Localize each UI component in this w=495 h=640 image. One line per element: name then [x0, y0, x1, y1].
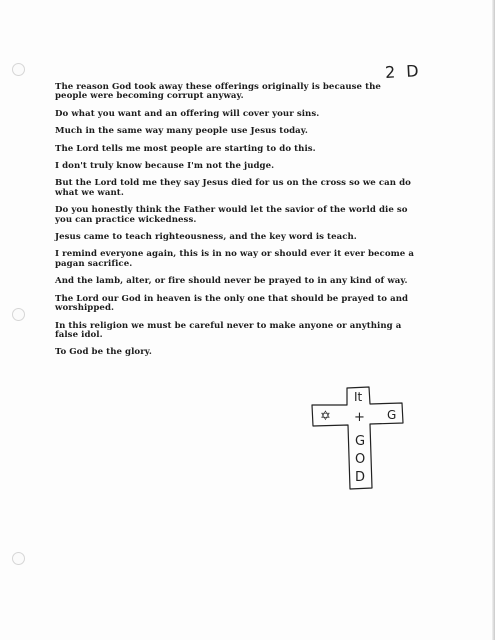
- body-text: [55, 83, 415, 366]
- paragraph: Do what you want and an offering will cover your sins.: [55, 108, 320, 119]
- cross-top-text: It: [354, 390, 363, 404]
- binder-hole-middle: [12, 308, 25, 321]
- cross-drawing: [309, 385, 409, 490]
- paragraph: The Lord tells me most people are starting to do this.: [55, 143, 316, 154]
- paragraph: I don't truly know because I'm not the judge.: [55, 161, 275, 172]
- paragraph: The reason God took away these offerings originally is because the people were becoming corrupt anyway.: [55, 82, 381, 102]
- cross-god-g: G: [355, 434, 366, 449]
- cross-god-d: D: [355, 470, 366, 485]
- binder-hole-top: [12, 63, 25, 76]
- paragraph: The Lord our God in heaven is the only one that should be prayed to and worshipped.: [55, 293, 409, 314]
- binder-hole-bottom: [12, 552, 25, 565]
- paragraph: Jesus came to teach righteousness, and the key word is teach.: [55, 232, 357, 243]
- paragraph: I remind everyone again, this is in no way or should ever it ever become a pagan sacrifice.: [55, 249, 414, 269]
- paragraph: Do you honestly think the Father would let the savior of the world die so you can practice wickedness.: [55, 205, 408, 225]
- paragraph: Much in the same way many people use Jesus today.: [55, 126, 308, 137]
- star-of-david-icon: ✡: [320, 409, 331, 424]
- paragraph: To God be the glory.: [55, 347, 152, 358]
- paragraph: And the lamb, alter, or fire should never be prayed to in any kind of way.: [55, 276, 408, 287]
- hand-drawn-cross: [309, 385, 409, 490]
- cross-plus-sign: +: [354, 410, 365, 425]
- cross-right-text: G: [387, 408, 397, 422]
- handwritten-page-number: 2 D: [384, 61, 423, 82]
- paragraph: In this religion we must be careful never to make anyone or anything a false idol.: [55, 320, 402, 340]
- cross-god-o: O: [355, 452, 366, 467]
- paragraph: But the Lord told me they say Jesus died for us on the cross so we can do what we want.: [55, 178, 411, 198]
